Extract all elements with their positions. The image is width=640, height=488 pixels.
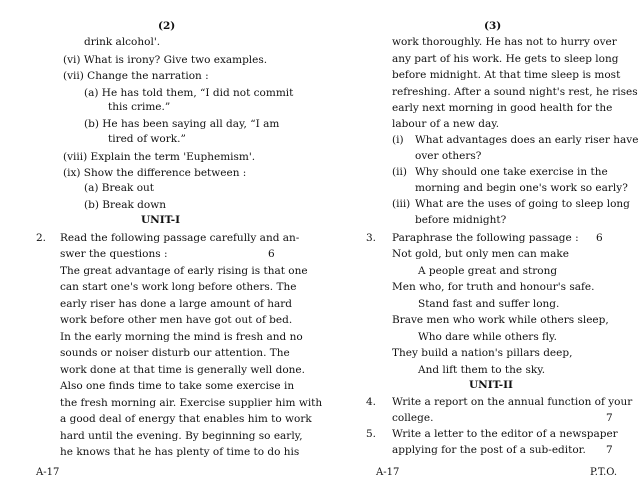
right-q5-marks: 7 [606,444,613,456]
right-line-5: early next morning in good health for the [392,102,613,114]
right-line-2: any part of his work. He gets to sleep long [392,53,619,65]
left-line-24: a good deal of energy that enables him to work [60,413,312,425]
right-line-14: Write a report on the annual function of your [392,396,633,408]
left-q-number: 2. [36,232,47,244]
right-line-11: What are the uses of going to sleep long [415,198,630,210]
right-q3-marks: 6 [596,232,603,244]
right-line-7: What advantages does an early riser have [415,134,639,146]
right-line-16: Write a letter to the editor of a newspaper [392,428,618,440]
right-q5-number: 5. [366,428,377,440]
right-q4-marks: 7 [606,412,613,424]
right-unit-heading: UNIT-II [469,379,513,391]
left-line-5: this crime.” [108,101,171,113]
left-line-21: work done at that time is generally well done. [60,364,305,376]
left-line-17: early riser has done a large amount of hard [60,298,292,310]
left-line-13: swer the questions : [60,248,168,260]
right-line-15: college. [392,412,434,424]
poem-line-6: Who dare while others fly. [418,331,557,343]
left-line-15: The great advantage of early rising is that one [60,265,308,277]
left-line-3: (vii) Change the narration : [63,70,209,82]
left-line-18: work before other men have got out of bed. [60,314,293,326]
right-page-number: (3) [484,20,502,32]
right-line-13: Paraphrase the following passage : [392,232,579,244]
right-line-8: over others? [415,150,482,162]
left-line-4: (a) He has told them, “I did not commit [84,87,294,99]
poem-line-2: A people great and strong [418,265,558,277]
left-line-22: Also one finds time to take some exercise in [60,380,295,392]
left-line-2: (vi) What is irony? Give two examples. [63,54,268,66]
right-line-3: before midnight. At that time sleep is most [392,69,621,81]
right-q3-number: 3. [366,232,377,244]
left-line-12: Read the following passage carefully and an- [60,232,300,244]
left-line-23: the fresh morning air. Exercise supplier him with [60,397,323,409]
left-line-8: (viii) Explain the term 'Euphemism'. [63,151,256,163]
right-line-6: labour of a new day. [392,118,500,130]
left-line-1: drink alcohol'. [84,36,161,48]
right-line-17: applying for the post of a sub-editor. [392,444,586,456]
right-line-12: before midnight? [415,214,507,226]
poem-line-4: Stand fast and suffer long. [418,298,560,310]
left-marks: 6 [268,248,275,260]
left-unit-heading: UNIT-I [141,214,181,226]
left-line-10: (a) Break out [84,182,155,194]
right-line-1: work thoroughly. He has not to hurry over [392,36,617,48]
left-line-6: (b) He has been saying all day, “I am [84,118,280,130]
poem-line-5: Brave men who work while others sleep, [392,314,609,326]
left-footer-code: A-17 [36,467,60,478]
left-line-20: sounds or noiser disturb our attention. The [60,347,290,359]
left-line-26: he knows that he has plenty of time to do his [60,446,300,458]
right-line-10: morning and begin one's work so early? [415,182,628,194]
left-line-11: (b) Break down [84,199,166,211]
left-line-19: In the early morning the mind is fresh and no [60,331,303,343]
poem-line-1: Not gold, but only men can make [392,248,569,260]
left-line-7: tired of work.” [108,133,186,145]
left-line-16: can start one's work long before others. The [60,281,297,293]
right-q4-number: 4. [366,396,377,408]
poem-line-8: And lift them to the sky. [418,364,546,376]
left-line-25: hard until the evening. By beginning so early, [60,430,303,442]
poem-line-3: Men who, for truth and honour's safe. [392,281,595,293]
right-line-4: refreshing. After a sound night's rest, he rises [392,86,638,98]
right-sub-i: (i) [392,134,404,146]
right-sub-iii: (iii) [392,198,411,210]
left-line-9: (ix) Show the difference between : [63,167,247,179]
right-line-9: Why should one take exercise in the [415,166,608,178]
poem-line-7: They build a nation's pillars deep, [392,347,573,359]
right-footer-code: A-17 [376,467,400,478]
right-sub-ii: (ii) [392,166,407,178]
left-page-number: (2) [158,20,176,32]
right-footer-pto: P.T.O. [590,467,618,478]
